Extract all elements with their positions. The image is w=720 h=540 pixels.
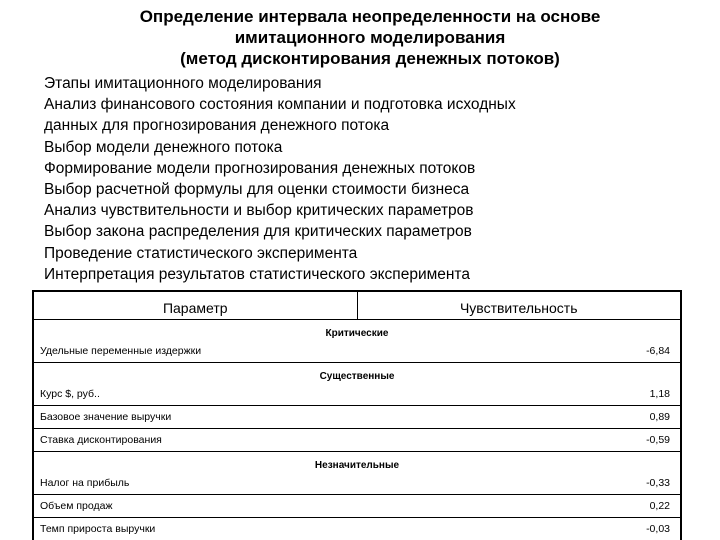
stage-item: Интерпретация результатов статистического эксперимента bbox=[44, 265, 470, 283]
column-header-parameter: Параметр bbox=[34, 292, 358, 320]
parameter-name: Базовое значение выручки bbox=[34, 406, 358, 429]
sensitivity-value: -0,33 bbox=[357, 472, 681, 495]
title-line-3: (метод дисконтирования денежных потоков) bbox=[180, 49, 560, 68]
parameter-name: Объем продаж bbox=[34, 495, 358, 518]
sensitivity-value: 1,18 bbox=[357, 383, 681, 406]
stage-item: Анализ чувствительности и выбор критических параметров bbox=[44, 202, 474, 220]
stage-item: Формирование модели прогнозирования денежных потоков bbox=[44, 159, 476, 177]
parameter-name: Ставка дисконтирования bbox=[34, 429, 358, 452]
group-row-critical bbox=[34, 320, 681, 340]
table-row bbox=[34, 340, 681, 363]
parameter-name: Темп прироста выручки bbox=[34, 518, 358, 540]
sensitivity-table bbox=[33, 291, 681, 540]
table-row bbox=[34, 429, 681, 452]
parameter-name: Удельные переменные издержки bbox=[34, 340, 358, 363]
table-row bbox=[34, 383, 681, 406]
sensitivity-value: 0,89 bbox=[357, 406, 681, 429]
stage-item: Выбор закона распределения для критических параметров bbox=[44, 223, 472, 241]
group-label: Существенные bbox=[34, 363, 681, 383]
title-line-1: Определение интервала неопределенности на основе bbox=[139, 7, 601, 26]
sensitivity-value: 0,22 bbox=[357, 495, 681, 518]
slide-title bbox=[60, 6, 680, 69]
stage-item: Проведение статистического эксперимента bbox=[44, 244, 358, 262]
group-row-significant bbox=[34, 363, 681, 383]
table-header-row bbox=[34, 292, 681, 320]
table-row bbox=[34, 472, 681, 495]
parameter-name: Курс $, руб.. bbox=[34, 383, 358, 406]
title-line-2: имитационного моделирования bbox=[234, 28, 506, 47]
stages-list bbox=[44, 73, 684, 285]
stage-item: Выбор модели денежного потока bbox=[44, 138, 283, 156]
stages-heading: Этапы имитационного моделирования bbox=[44, 75, 322, 92]
sensitivity-value: -0,03 bbox=[357, 518, 681, 540]
column-header-sensitivity: Чувствительность bbox=[357, 292, 681, 320]
group-row-insignificant bbox=[34, 452, 681, 472]
group-label: Критические bbox=[34, 320, 681, 340]
table-row bbox=[34, 406, 681, 429]
sensitivity-value: -6,84 bbox=[357, 340, 681, 363]
sensitivity-value: -0,59 bbox=[357, 429, 681, 452]
stage-item: данных для прогнозирования денежного потока bbox=[44, 117, 390, 135]
parameter-name: Налог на прибыль bbox=[34, 472, 358, 495]
stage-item: Анализ финансового состояния компании и подготовка исходных bbox=[44, 96, 516, 114]
group-label: Незначительные bbox=[34, 452, 681, 472]
table-row bbox=[34, 495, 681, 518]
stage-item: Выбор расчетной формулы для оценки стоимости бизнеса bbox=[44, 181, 470, 199]
sensitivity-table-container bbox=[32, 290, 682, 540]
table-row bbox=[34, 518, 681, 540]
